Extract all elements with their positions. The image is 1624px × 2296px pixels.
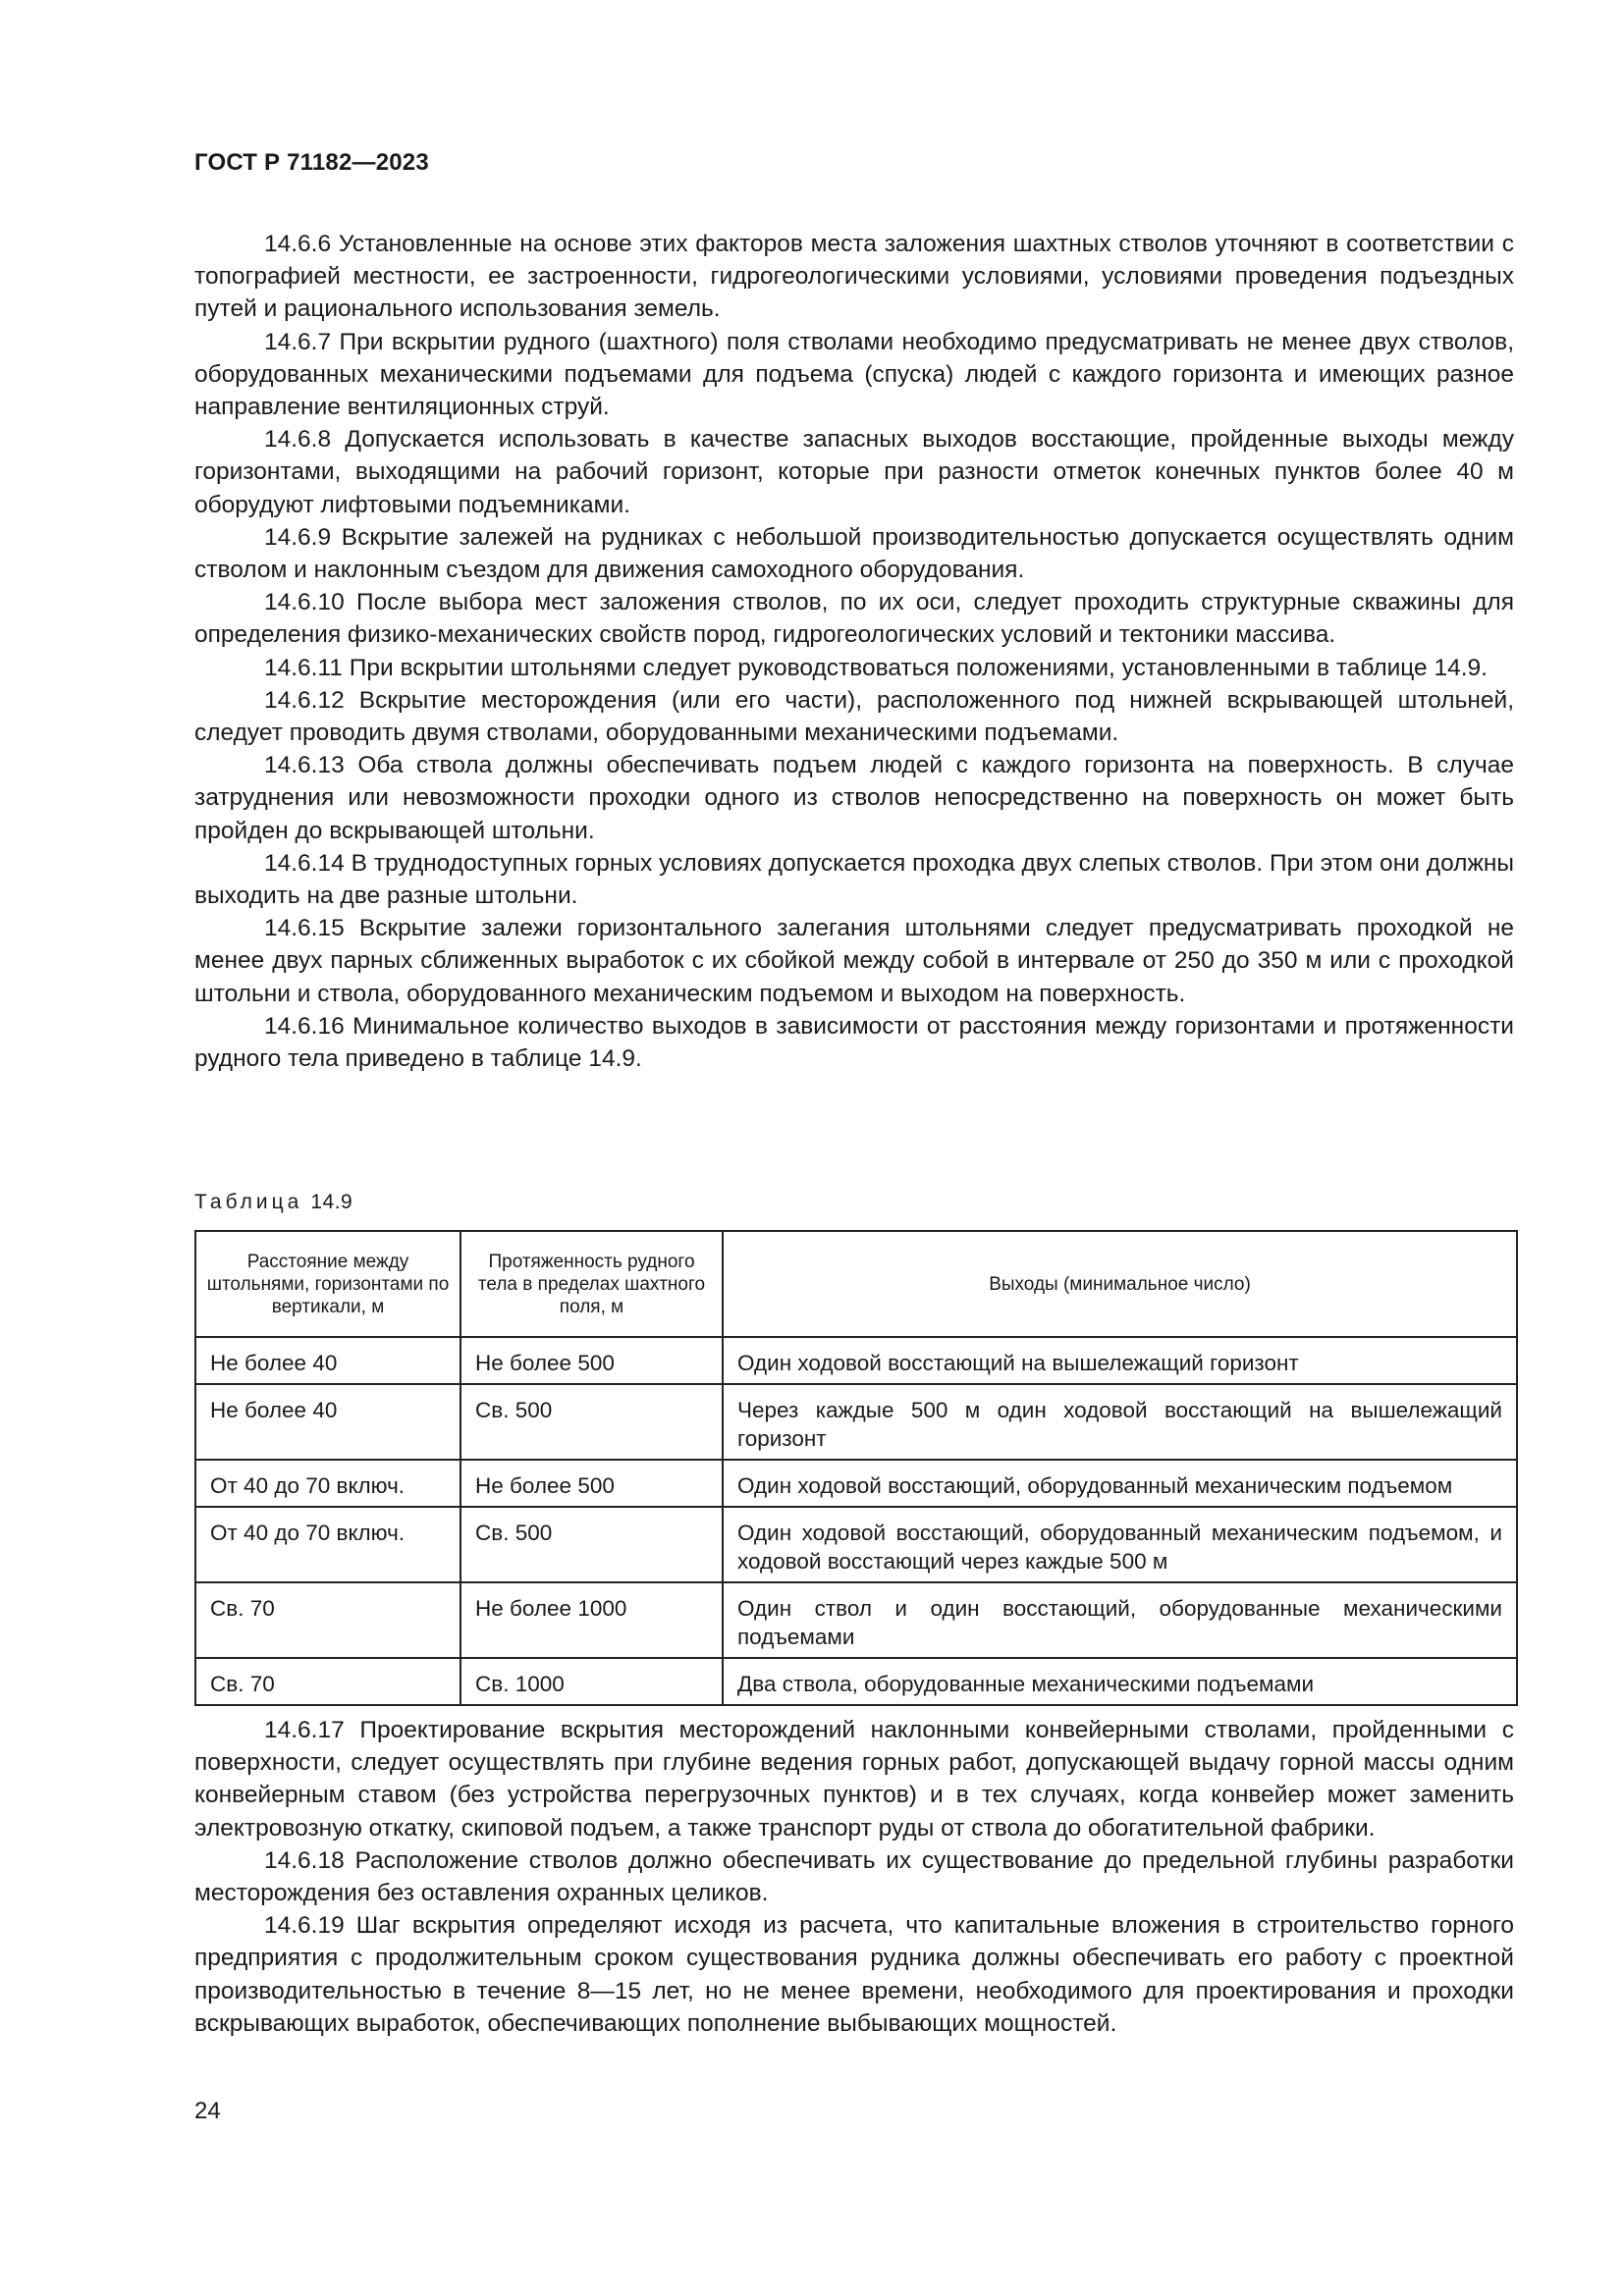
paragraph-14-6-12: 14.6.12 Вскрытие месторождения (или его части), расположенного под нижней вскрывающей штольней, следует проводить двумя стволами, оборудованными механическими подъемами. <box>194 686 1514 747</box>
paragraph-14-6-7: 14.6.7 При вскрытии рудного (шахтного) поля стволами необходимо предусматривать не менее двух стволов, оборудованных механическими подъемами для подъема (спуска) людей с каждого горизонта и имеющих разное направление вентиляционных струй. <box>194 328 1514 421</box>
cell-exits: Один ствол и один восстающий, оборудованные механическими подъемами <box>723 1582 1517 1658</box>
cell-length: Не более 1000 <box>460 1582 723 1658</box>
header-exits: Выходы (минимальное число) <box>723 1231 1517 1337</box>
table-caption-word: Таблица <box>194 1191 303 1213</box>
paragraph-14-6-19: 14.6.19 Шаг вскрытия определяют исходя из расчета, что капитальные вложения в строительство горного предприятия с продолжительным сроком существования рудника должны обеспечивать его работу с проектной производительностью в течение 8—15 лет, но не менее времени, необходимого для проектирования и проходки вскрывающих выработок, обеспечивающих пополнение выбывающих мощностей. <box>194 1912 1514 2037</box>
paragraph-14-6-8: 14.6.8 Допускается использовать в качестве запасных выходов восстающие, пройденные выходы между горизонтами, выходящими на рабочий горизонт, которые при разности отметок конечных пунктов более 40 м оборудуют лифтовыми подъемниками. <box>194 426 1514 518</box>
paragraph-14-6-16: 14.6.16 Минимальное количество выходов в зависимости от расстояния между горизонтами и протяженности рудного тела приведено в таблице 14.9. <box>194 1012 1514 1073</box>
table-row <box>195 1384 1517 1460</box>
header-ore-body-length: Протяженность рудного тела в пределах шахтного поля, м <box>460 1231 723 1337</box>
paragraph-14-6-14: 14.6.14 В труднодоступных горных условиях допускается проходка двух слепых стволов. При этом они должны выходить на две разные штольни. <box>194 849 1514 910</box>
cell-length: Св. 500 <box>460 1507 723 1582</box>
cell-distance: От 40 до 70 включ. <box>195 1507 460 1582</box>
paragraph-14-6-9: 14.6.9 Вскрытие залежей на рудниках с небольшой производительностью допускается осуществлять одним стволом и наклонным съездом для движения самоходного оборудования. <box>194 523 1514 584</box>
cell-exits: Один ходовой восстающий, оборудованный механическим подъемом <box>723 1460 1517 1507</box>
table-row <box>195 1658 1517 1705</box>
cell-exits: Один ходовой восстающий на вышележащий горизонт <box>723 1337 1517 1384</box>
paragraph-14-6-11: 14.6.11 При вскрытии штольнями следует руководствоваться положениями, установленными в таблице 14.9. <box>264 654 1488 681</box>
table-header-row <box>195 1231 1517 1337</box>
document-header: ГОСТ Р 71182—2023 <box>194 149 429 176</box>
paragraph-14-6-17: 14.6.17 Проектирование вскрытия месторождений наклонными конвейерными стволами, пройденными с поверхности, следует осуществлять при глубине ведения горных работ, допускающей выдачу горной массы одним конвейерным ставом (без устройства перегрузочных пунктов) и в тех случаях, когда конвейер может заменить электровозную откатку, скиповой подъем, а также транспорт руды от ствола до обогатительной фабрики. <box>194 1717 1514 1842</box>
cell-length: Не более 500 <box>460 1337 723 1384</box>
cell-exits: Один ходовой восстающий, оборудованный механическим подъемом, и ходовой восстающий через каждые 500 м <box>723 1507 1517 1582</box>
paragraph-14-6-6: 14.6.6 Установленные на основе этих факторов места заложения шахтных стволов уточняют в соответствии с топографией местности, ее застроенности, гидрогеологическими условиями, условиями проведения подъездных путей и рационального использования земель. <box>194 231 1514 323</box>
paragraph-14-6-18: 14.6.18 Расположение стволов должно обеспечивать их существование до предельной глубины разработки месторождения без оставления охранных целиков. <box>194 1846 1514 1907</box>
table-row <box>195 1507 1517 1582</box>
table-row <box>195 1337 1517 1384</box>
exits-table <box>194 1230 1518 1706</box>
cell-length: Св. 1000 <box>460 1658 723 1705</box>
table-caption-number: 14.9 <box>310 1191 353 1213</box>
table-row <box>195 1582 1517 1658</box>
cell-distance: Не более 40 <box>195 1384 460 1460</box>
paragraph-14-6-13: 14.6.13 Оба ствола должны обеспечивать подъем людей с каждого горизонта на поверхность. В случае затруднения или невозможности проходки одного из стволов непосредственно на поверхность он может быть пройден до вскрывающей штольни. <box>194 752 1514 844</box>
cell-distance: От 40 до 70 включ. <box>195 1460 460 1507</box>
paragraph-14-6-15: 14.6.15 Вскрытие залежи горизонтального залегания штольнями следует предусматривать проходкой не менее двух парных сближенных выработок с их сбойкой между собой в интервале от 250 до 350 м или с проходкой штольни и ствола, оборудованного механическим подъемом и выходом на поверхность. <box>194 915 1514 1007</box>
cell-length: Не более 500 <box>460 1460 723 1507</box>
table-row <box>195 1460 1517 1507</box>
cell-length: Св. 500 <box>460 1384 723 1460</box>
header-distance: Расстояние между штольнями, горизонтами по вертикали, м <box>195 1231 460 1337</box>
cell-distance: Св. 70 <box>195 1658 460 1705</box>
table-caption <box>194 1191 352 1214</box>
cell-exits: Через каждые 500 м один ходовой восстающий на вышележащий горизонт <box>723 1384 1517 1460</box>
paragraph-14-6-10: 14.6.10 После выбора мест заложения стволов, по их оси, следует проходить структурные скважины для определения физико-механических свойств пород, гидрогеологических условий и тектоники массива. <box>194 589 1514 649</box>
cell-distance: Св. 70 <box>195 1582 460 1658</box>
text-block-top <box>194 228 1514 1075</box>
cell-distance: Не более 40 <box>195 1337 460 1384</box>
text-block-bottom <box>194 1714 1514 2040</box>
page-number: 24 <box>194 2098 221 2124</box>
cell-exits: Два ствола, оборудованные механическими подъемами <box>723 1658 1517 1705</box>
